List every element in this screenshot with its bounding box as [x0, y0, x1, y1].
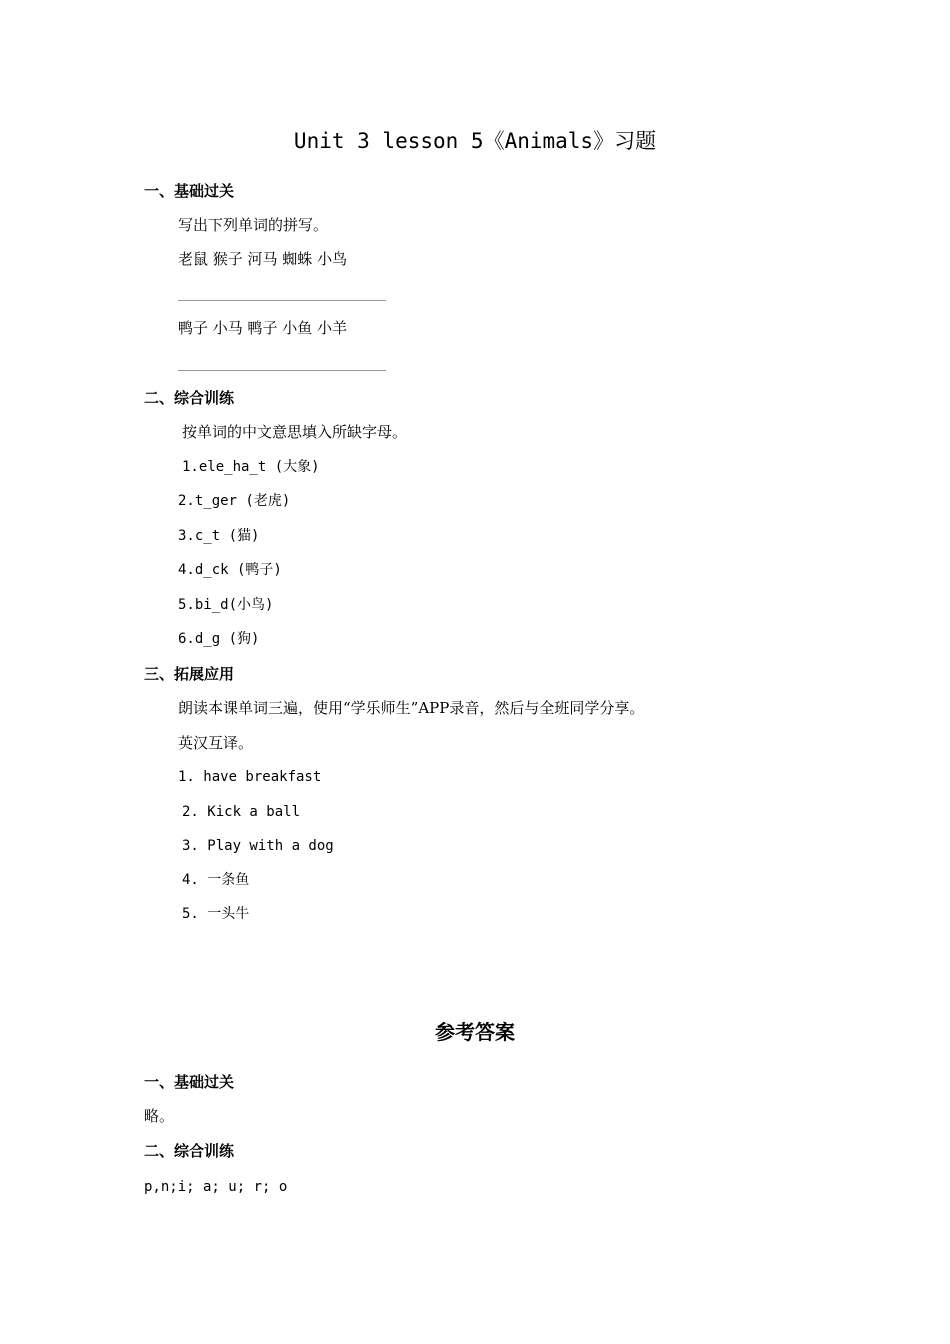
- list-item: 2.t_ger (老虎): [178, 493, 291, 509]
- section-2-heading: 二、综合训练: [144, 389, 235, 407]
- list-item: 3. Play with a dog: [182, 838, 334, 854]
- list-item: 4.d_ck (鸭子): [178, 562, 282, 578]
- answer-section-2-text: p,n;i; a; u; r; o: [144, 1179, 288, 1195]
- list-item: 3.c_t (猫): [178, 528, 260, 544]
- section-1-words-row-2: 鸭子 小马 鸭子 小鱼 小羊: [178, 319, 348, 337]
- list-item: 1.ele_ha_t (大象): [182, 459, 320, 475]
- list-item: 2. Kick a ball: [182, 804, 301, 820]
- answer-section-1-text: 略。: [144, 1107, 175, 1125]
- list-item: 5.bi_d(小鸟): [178, 597, 274, 613]
- answer-section-1-heading: 一、基础过关: [144, 1073, 235, 1091]
- section-2-instruction: 按单词的中文意思填入所缺字母。: [182, 423, 408, 441]
- list-item: 5. 一头牛: [182, 906, 250, 922]
- answer-blank-line-1: [178, 300, 386, 301]
- section-3-instruction: 朗读本课单词三遍，使用“学乐师生”APP录音，然后与全班同学分享。: [178, 699, 645, 717]
- document-title: Unit 3 lesson 5《Animals》习题: [293, 129, 657, 153]
- list-item: 1. have breakfast: [178, 769, 322, 785]
- list-item: 4. 一条鱼: [182, 872, 250, 888]
- section-1-instruction: 写出下列单词的拼写。: [178, 216, 329, 234]
- answer-section-2-heading: 二、综合训练: [144, 1142, 235, 1160]
- answer-key-title: 参考答案: [435, 1020, 515, 1044]
- list-item: 6.d_g (狗): [178, 631, 260, 647]
- section-1-words-row-1: 老鼠 猴子 河马 蜘蛛 小鸟: [178, 250, 348, 268]
- section-3-heading: 三、拓展应用: [144, 665, 235, 683]
- section-1-heading: 一、基础过关: [144, 182, 235, 200]
- answer-blank-line-2: [178, 370, 386, 371]
- section-3-subheading: 英汉互译。: [178, 734, 254, 752]
